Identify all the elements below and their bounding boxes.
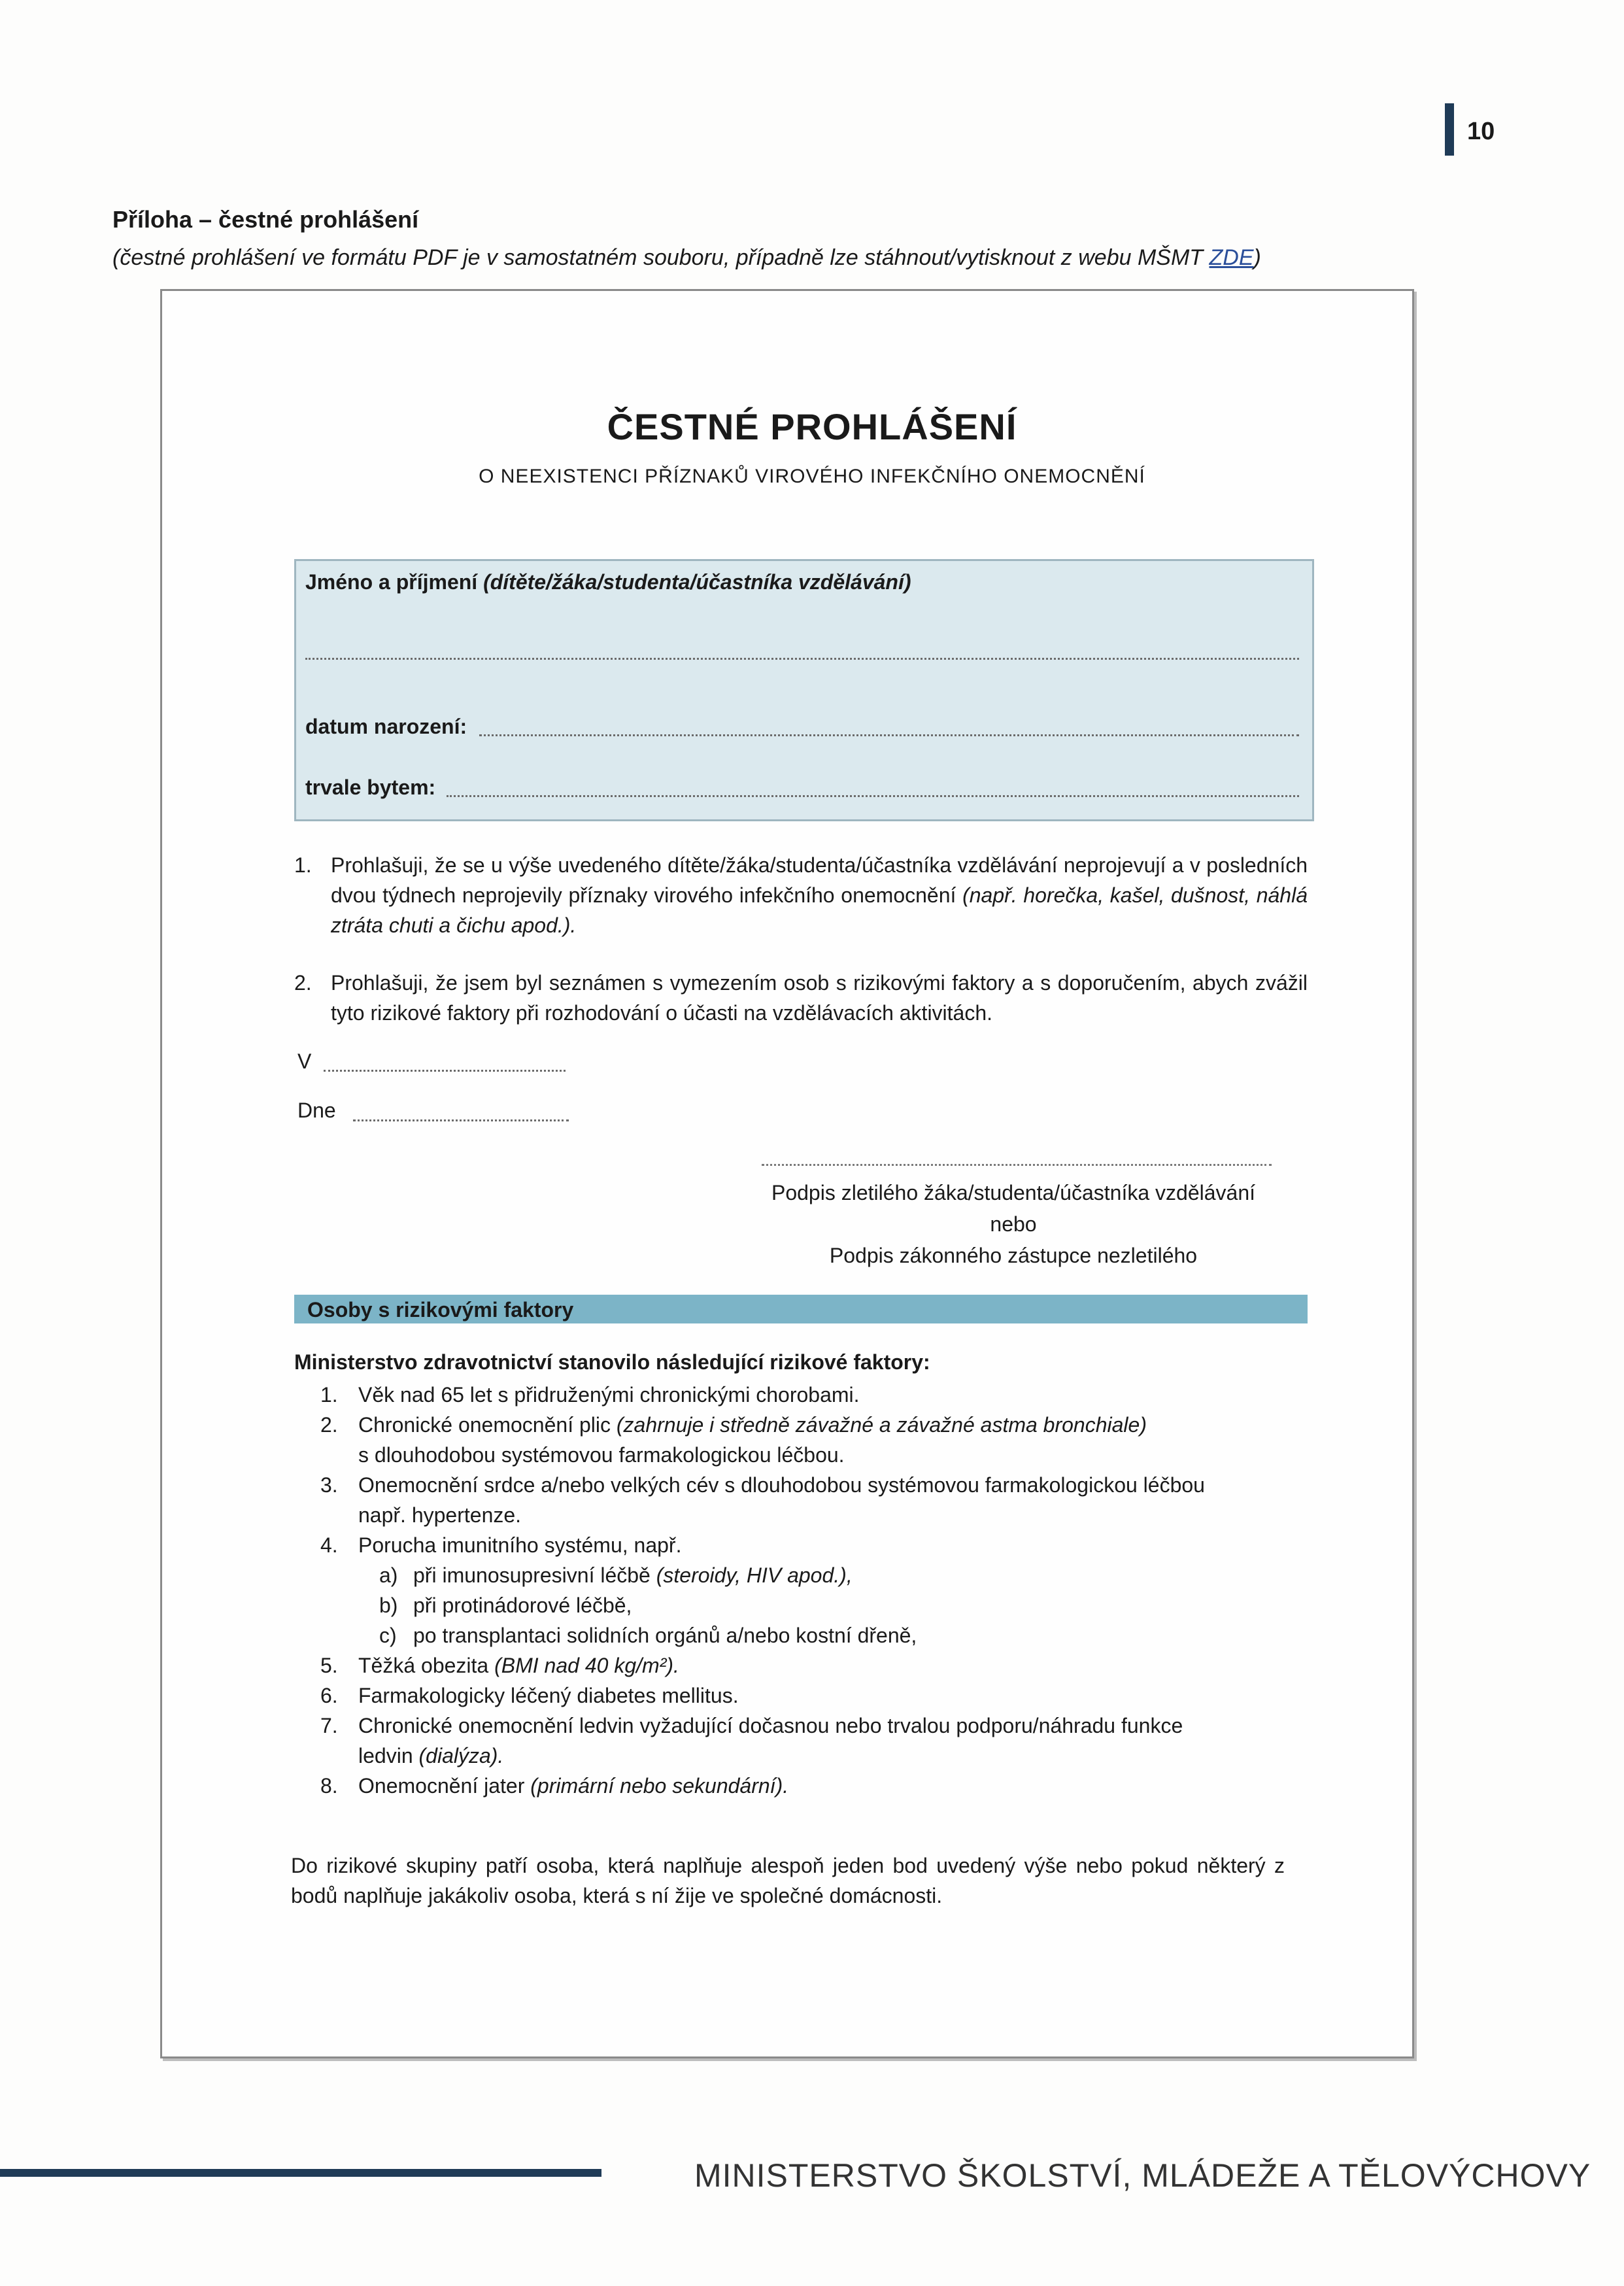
name-field[interactable] [305, 658, 1299, 660]
dob-label: datum narození: [305, 715, 467, 738]
declaration-1 [294, 850, 1308, 940]
risk-section-header: Osoby s rizikovými faktory [294, 1295, 1308, 1323]
date-label: Dne [297, 1099, 336, 1122]
annex-note-prefix: (čestné prohlášení ve formátu PDF je v samostatném souboru, případně lze stáhnout/vytisknout z webu MŠMT [112, 245, 1210, 270]
risk-item-number: 6. [320, 1684, 338, 1707]
risk-closing-paragraph: Do rizikové skupiny patří osoba, která naplňuje alespoň jeden bod uvedený výše nebo pokud některý z bodů naplňuje jakákoliv osoba, která s ní žije ve společné domácnosti. [291, 1854, 1285, 1907]
signature-line3: Podpis zákonného zástupce nezletilého [829, 1244, 1198, 1267]
page-number: 10 [1467, 118, 1495, 145]
download-link[interactable]: ZDE [1209, 245, 1254, 270]
risk-item [320, 1530, 1301, 1560]
risk-subitem-letter: c) [379, 1624, 397, 1647]
risk-item-italic: (zahrnuje i středně závažné a závažné astma bronchiale) [616, 1413, 1147, 1437]
risk-subitem-letter: a) [379, 1563, 398, 1587]
risk-subitem [379, 1590, 1301, 1620]
signature-caption [719, 1177, 1308, 1271]
risk-item-number: 4. [320, 1533, 338, 1557]
signature-line[interactable] [762, 1164, 1272, 1166]
risk-item-text: Porucha imunitního systému, např. [358, 1533, 682, 1557]
risk-subitem-text: při protinádorové léčbě, [413, 1594, 632, 1617]
address-field[interactable] [447, 795, 1299, 797]
risk-item-text-cont: např. hypertenze. [358, 1503, 522, 1527]
personal-info-box [294, 559, 1314, 821]
date-field[interactable] [353, 1119, 569, 1121]
footer-bar [0, 2169, 601, 2177]
risk-item-number: 3. [320, 1473, 338, 1497]
risk-item-text: Farmakologicky léčený diabetes mellitus. [358, 1684, 739, 1707]
risk-item-text: Těžká obezita [358, 1654, 495, 1677]
risk-intro: Ministerstvo zdravotnictví stanovilo následující rizikové faktory: [294, 1350, 930, 1374]
risk-item-italic: (primární nebo sekundární). [530, 1774, 789, 1798]
risk-item-text: Chronické onemocnění plic [358, 1413, 617, 1437]
risk-item-number: 7. [320, 1714, 338, 1737]
name-label-text: Jméno a příjmení [305, 570, 478, 594]
risk-factor-list [320, 1380, 1301, 1801]
declaration-2-number: 2. [294, 971, 312, 995]
risk-item [320, 1711, 1301, 1771]
risk-subitem [379, 1560, 1301, 1590]
document-subtitle: O NEEXISTENCI PŘÍZNAKŮ VIROVÉHO INFEKČNÍHO ONEMOCNĚNÍ [479, 466, 1145, 487]
risk-item [320, 1680, 1301, 1711]
declaration-2-text: Prohlašuji, že jsem byl seznámen s vymezením osob s rizikovými faktory a s doporučením, abych zvážil tyto rizikové faktory při rozhodování o účasti na vzdělávacích aktivitách. [331, 971, 1308, 1025]
risk-item-italic: (dialýza). [418, 1744, 504, 1767]
annex-note [112, 245, 1261, 271]
signature-line2: nebo [990, 1212, 1037, 1236]
risk-item-number: 1. [320, 1383, 338, 1407]
declaration-1-text: Prohlašuji, že se u výše uvedeného dítěte/žáka/studenta/účastníka vzdělávání neprojevují a v posledních dvou týdnech neprojevily příznaky virového infekčního onemocnění [331, 853, 1308, 907]
page-number-bar [1445, 103, 1454, 156]
name-label-hint: (dítěte/žáka/studenta/účastníka vzdělávání) [483, 570, 911, 594]
signature-line1: Podpis zletilého žáka/studenta/účastníka vzdělávání [771, 1181, 1255, 1204]
declaration-2 [294, 968, 1308, 1028]
risk-item-text-cont: ledvin [358, 1744, 419, 1767]
annex-title: Příloha – čestné prohlášení [112, 206, 419, 233]
risk-subitem-letter: b) [379, 1594, 398, 1617]
risk-item [320, 1410, 1301, 1470]
risk-item-italic: (BMI nad 40 kg/m²). [494, 1654, 679, 1677]
risk-item [320, 1380, 1301, 1410]
risk-item-text-cont: s dlouhodobou systémovou farmakologickou léčbou. [358, 1443, 845, 1467]
risk-subitem-text: při imunosupresivní léčbě [413, 1563, 656, 1587]
risk-item-text: Onemocnění srdce a/nebo velkých cév s dlouhodobou systémovou farmakologickou léčbou [358, 1473, 1205, 1497]
place-label: V [297, 1049, 312, 1073]
risk-subitem-text: po transplantaci solidních orgánů a/nebo kostní dřeně, [413, 1624, 917, 1647]
dob-field[interactable] [479, 734, 1299, 736]
risk-item-number: 5. [320, 1654, 338, 1677]
annex-note-suffix: ) [1253, 245, 1261, 270]
risk-item [320, 1470, 1301, 1530]
risk-item-text: Chronické onemocnění ledvin vyžadující dočasnou nebo trvalou podporu/náhradu funkce [358, 1714, 1183, 1737]
risk-item-number: 8. [320, 1774, 338, 1798]
risk-item-text: Onemocnění jater [358, 1774, 531, 1798]
document-title: ČESTNÉ PROHLÁŠENÍ [607, 406, 1017, 447]
declaration-1-example: (např. horečka, kašel, dušnost, náhlá ztráta chuti a čichu apod.). [331, 883, 1308, 937]
risk-item [320, 1771, 1301, 1801]
address-label: trvale bytem: [305, 776, 436, 799]
risk-item-text: Věk nad 65 let s přidruženými chronickými chorobami. [358, 1383, 860, 1407]
risk-subitem [379, 1620, 1301, 1650]
risk-item-number: 2. [320, 1413, 338, 1437]
declaration-1-number: 1. [294, 853, 312, 877]
footer-ministry: MINISTERSTVO ŠKOLSTVÍ, MLÁDEŽE A TĚLOVÝCHOVY [694, 2157, 1591, 2194]
place-field[interactable] [324, 1070, 566, 1072]
risk-item [320, 1650, 1301, 1680]
name-label [305, 570, 911, 594]
risk-subitem-italic: (steroidy, HIV apod.), [656, 1563, 853, 1587]
